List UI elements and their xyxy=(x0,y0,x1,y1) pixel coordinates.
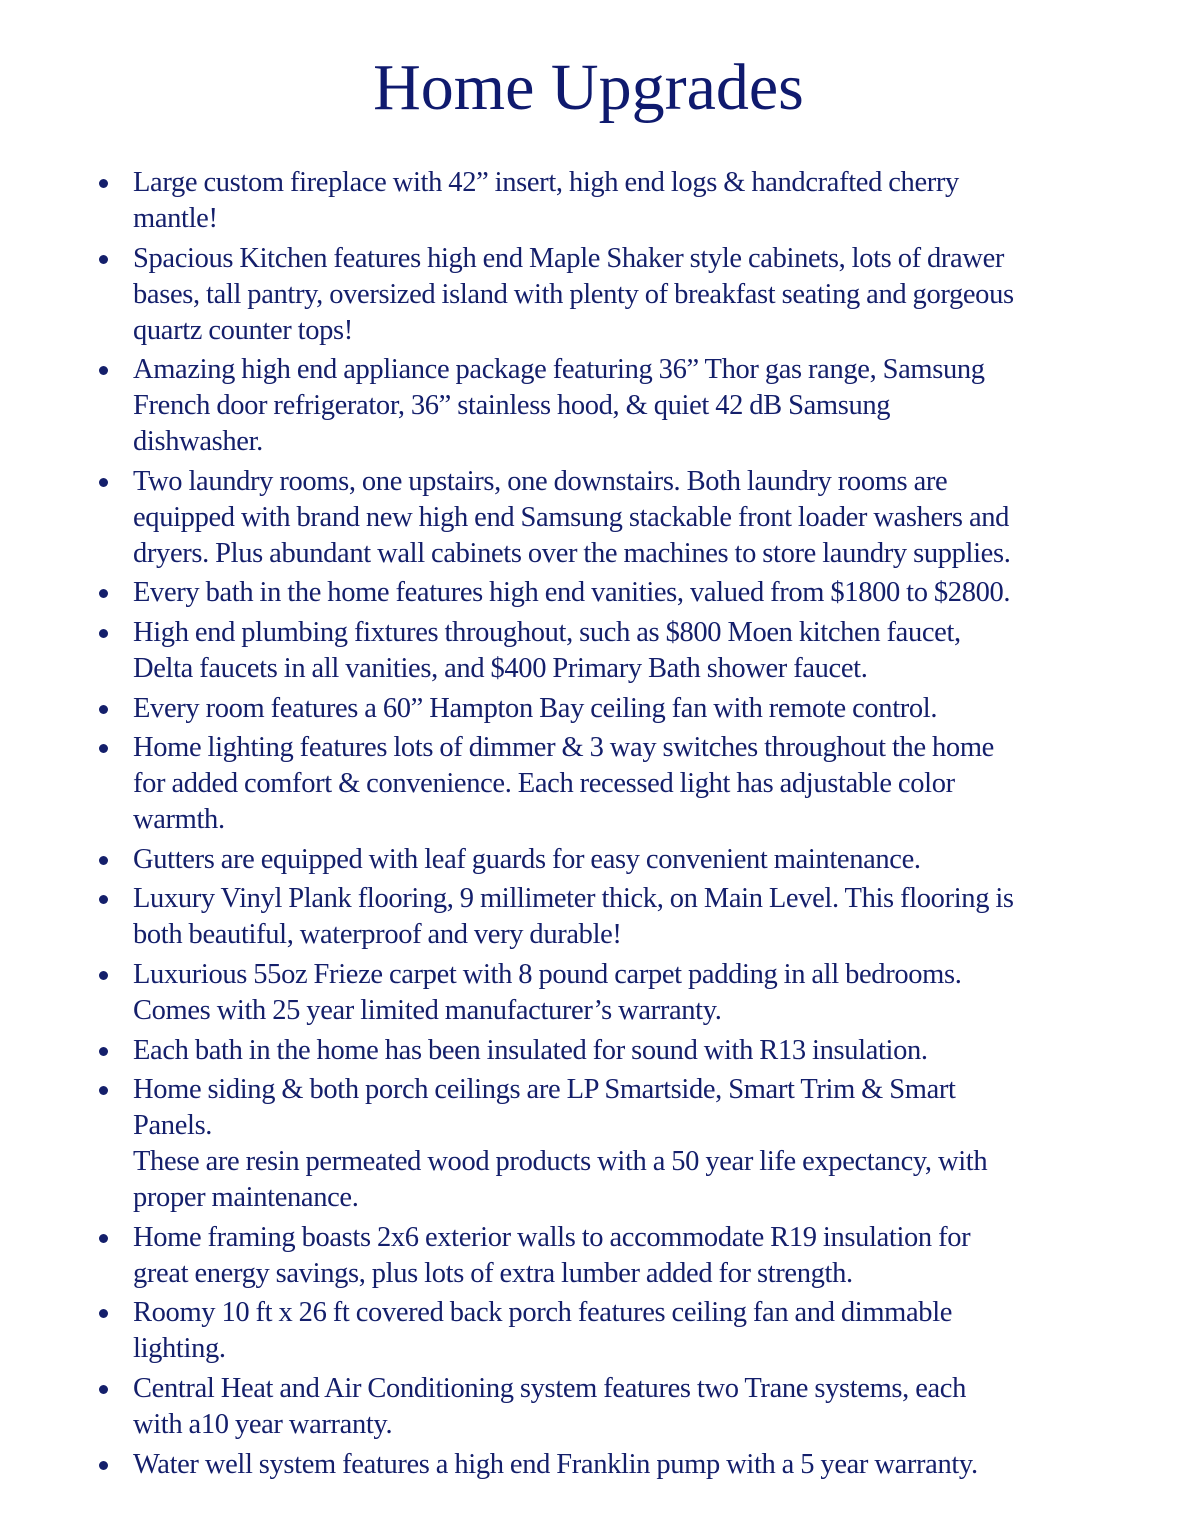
bullet-icon xyxy=(99,1309,108,1318)
list-item xyxy=(0,842,1177,878)
bullet-icon xyxy=(99,895,108,904)
bullet-icon xyxy=(99,1385,108,1394)
bullet-icon xyxy=(99,255,108,264)
list-item-text: Home framing boasts 2x6 exterior walls to accommodate R19 insulation for great energy savings, plus lots of extra lumber added for strength. xyxy=(133,1221,971,1289)
list-item-text: Every room features a 60” Hampton Bay ceiling fan with remote control. xyxy=(133,692,938,724)
list-item xyxy=(0,165,1177,237)
bullet-icon xyxy=(99,1234,108,1243)
list-item-text: Spacious Kitchen features high end Maple Shaker style cabinets, lots of drawer bases, tall pantry, oversized island with plenty of breakfast seating and gorgeous quartz counter tops! xyxy=(133,242,1014,346)
list-item xyxy=(0,957,1177,1029)
list-item xyxy=(0,1220,1177,1292)
list-item xyxy=(0,1295,1177,1367)
list-item-text: Roomy 10 ft x 26 ft covered back porch features ceiling fan and dimmable lighting. xyxy=(133,1297,953,1365)
list-item xyxy=(0,881,1177,953)
list-item-text: Large custom fireplace with 42” insert, high end logs & handcrafted cherry mantle! xyxy=(133,167,959,234)
bullet-icon xyxy=(99,478,108,487)
upgrades-list xyxy=(0,165,1177,1486)
list-item-text: Amazing high end appliance package featuring 36” Thor gas range, Samsung French door refrigerator, 36” stainless hood, & quiet 42 dB Samsung dishwasher. xyxy=(133,354,985,458)
list-item-text: Each bath in the home has been insulated for sound with R13 insulation. xyxy=(133,1034,928,1066)
bullet-icon xyxy=(99,744,108,753)
list-item-text: Gutters are equipped with leaf guards for easy convenient maintenance. xyxy=(133,843,921,875)
bullet-icon xyxy=(99,589,108,598)
list-item xyxy=(0,691,1177,727)
list-item-text: Every bath in the home features high end vanities, valued from $1800 to $2800. xyxy=(133,577,1011,609)
list-item xyxy=(0,1033,1177,1069)
list-item xyxy=(0,575,1177,611)
list-item xyxy=(0,730,1177,838)
bullet-icon xyxy=(99,1461,108,1470)
bullet-icon xyxy=(99,179,108,188)
list-item-text: Central Heat and Air Conditioning system features two Trane systems, each with a10 year warranty. xyxy=(133,1372,967,1440)
bullet-icon xyxy=(99,629,108,638)
page-title: Home Upgrades xyxy=(373,51,804,124)
list-item-text: Luxurious 55oz Frieze carpet with 8 pound carpet padding in all bedrooms. Comes with 25 year limited manufacturer’s warranty. xyxy=(133,958,962,1026)
list-item-text: Home lighting features lots of dimmer & 3 way switches throughout the home for added comfort & convenience. Each recessed light has adjustable color warmth. xyxy=(133,732,994,836)
bullet-icon xyxy=(99,1086,108,1095)
bullet-icon xyxy=(99,366,108,375)
list-item-text: Home siding & both porch ceilings are LP Smartside, Smart Trim & Smart Panels. These are resin permeated wood products with a 50 year life expectancy, with proper maintenance. xyxy=(133,1074,988,1214)
list-item xyxy=(0,1371,1177,1443)
bullet-icon xyxy=(99,705,108,714)
list-item-text: Luxury Vinyl Plank flooring, 9 millimeter thick, on Main Level. This flooring is both beautiful, waterproof and very durable! xyxy=(133,883,1014,951)
bullet-icon xyxy=(99,1047,108,1056)
list-item xyxy=(0,464,1177,572)
list-item-text: Two laundry rooms, one upstairs, one downstairs. Both laundry rooms are equipped with brand new high end Samsung stackable front loader washers and dryers. Plus abundant wall cabinets over the machines to store laundry supplies. xyxy=(133,465,1011,569)
list-item xyxy=(0,241,1177,349)
list-item xyxy=(0,615,1177,687)
list-item-text: High end plumbing fixtures throughout, such as $800 Moen kitchen faucet, Delta faucets in all vanities, and $400 Primary Bath shower faucet. xyxy=(133,616,961,684)
bullet-icon xyxy=(99,971,108,980)
bullet-icon xyxy=(99,856,108,865)
list-item xyxy=(0,1072,1177,1216)
list-item-text: Water well system features a high end Franklin pump with a 5 year warranty. xyxy=(133,1448,978,1480)
list-item xyxy=(0,1447,1177,1483)
list-item xyxy=(0,352,1177,460)
